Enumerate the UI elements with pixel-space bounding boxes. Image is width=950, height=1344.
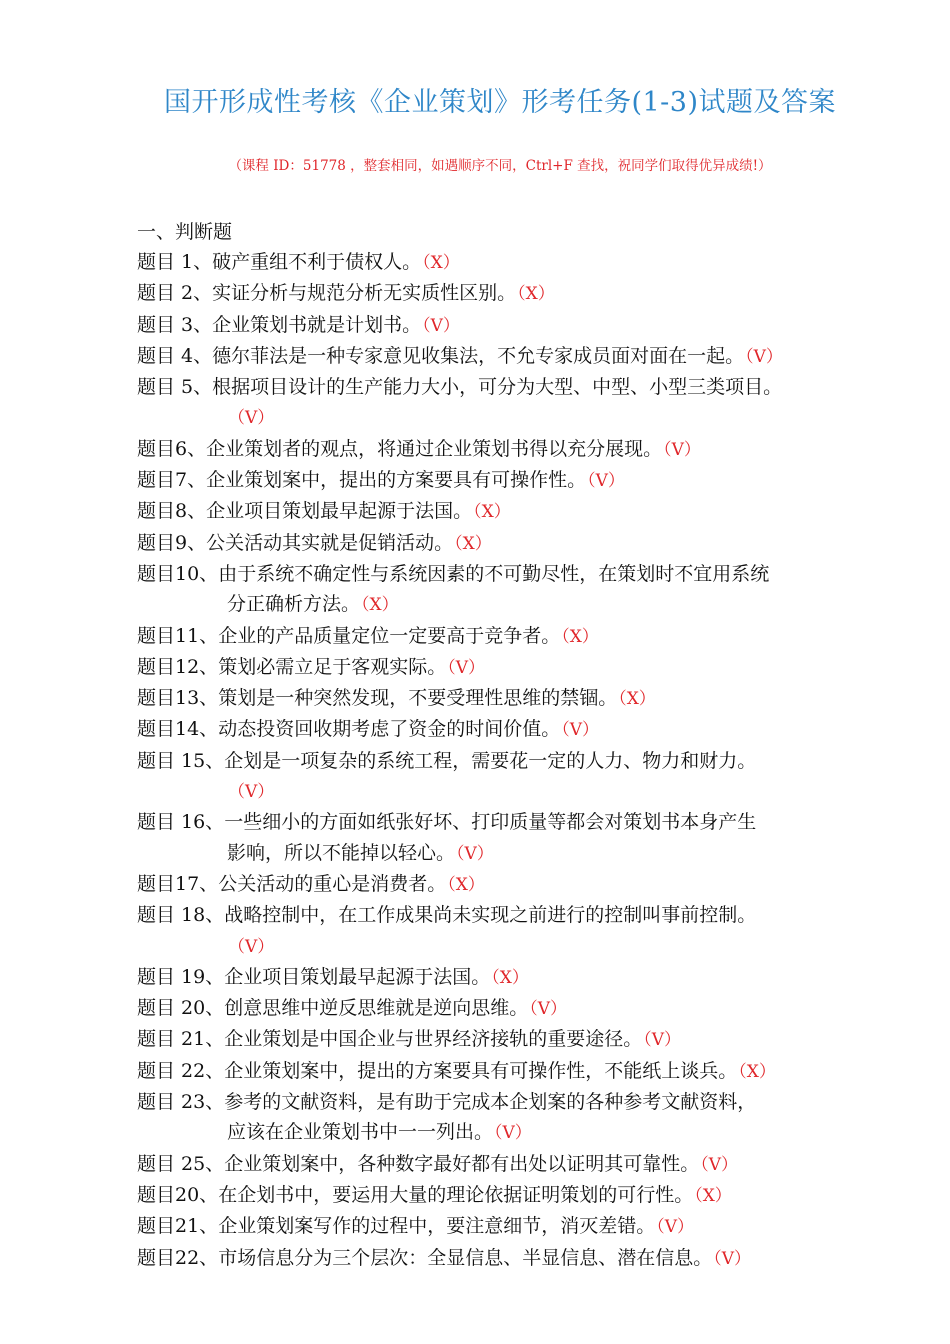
question-number: 题目8、 [137,500,207,523]
answer-mark: （X） [517,284,555,305]
question-item [137,714,877,745]
question-line [137,372,877,402]
answer-mark: （V） [422,315,460,336]
question-line [137,465,877,496]
question-continuation [137,776,877,807]
question-item [137,683,877,714]
question-line [137,869,877,900]
question-item [137,869,877,900]
question-number: 题目 16、 [137,811,225,834]
question-line [137,528,877,559]
question-item [137,247,877,278]
answer-mark: （V） [700,1154,739,1175]
question-item [137,1211,877,1242]
question-line [137,962,877,993]
question-text: 企业策划案中，提出的方案要具有可操作性，不能纸上谈兵。 [224,1059,738,1082]
answer-mark: （X） [422,253,460,273]
question-line [137,807,877,837]
question-number: 题目 23、 [137,1091,225,1114]
answer-mark: （V） [494,1123,532,1144]
answer-mark: （V） [228,936,275,957]
question-item [137,1024,877,1055]
question-text: 动态投资回收期考虑了资金的时间价值。 [218,718,561,741]
question-text: 企业策划案写作的过程中，要注意细节，消灭差错。 [218,1215,656,1238]
question-line [137,1211,877,1242]
document-title: 国开形成性考核《企业策划》形考任务(1-3)试题及答案 [163,87,837,118]
question-number: 题目 15、 [137,749,225,772]
question-text: 企业策划书就是计划书。 [212,313,422,336]
question-item [137,993,877,1024]
answer-mark: （V） [643,1030,682,1051]
question-number: 题目9、 [137,531,207,554]
question-number: 题目21、 [137,1215,219,1238]
question-text: 战略控制中，在工作成果尚未实现之前进行的控制叫事前控制。 [224,904,757,927]
question-text: 公关活动的重心是消费者。 [218,872,447,895]
question-number: 题目22、 [137,1246,219,1269]
answer-mark: （X） [694,1185,732,1206]
question-item [137,528,877,559]
answer-mark: （X） [738,1061,776,1082]
answer-mark: （V） [529,999,568,1020]
question-number: 题目7、 [137,469,207,492]
question-item [137,621,877,652]
question-continuation [137,838,877,869]
question-item [137,746,877,808]
question-line [137,1243,877,1274]
answer-mark: （V） [745,346,783,367]
answer-mark: （V） [456,843,494,864]
answer-mark: （V） [713,1248,751,1269]
question-text: 破产重组不利于债权人。 [212,251,422,273]
question-text: 由于系统不确定性与系统因素的不可勤尽性，在策划时不宜用系统 [218,562,770,585]
question-number: 题目 21、 [137,1028,225,1051]
question-line [137,683,877,714]
question-text: 企业项目策划最早起源于法国。 [206,500,473,523]
question-list [137,247,877,1274]
question-continuation [137,402,877,433]
question-text: 实证分析与规范分析无实质性区别。 [212,282,517,305]
question-number: 题目10、 [137,562,219,585]
question-item [137,341,877,372]
question-line [137,1180,877,1211]
question-line [137,900,877,930]
question-continuation [137,1117,877,1148]
question-number: 题目 22、 [137,1059,225,1082]
question-number: 题目 2、 [137,282,213,305]
question-number: 题目 1、 [137,251,213,273]
answer-mark: （X） [491,967,529,988]
question-item [137,310,877,341]
question-line [137,310,877,341]
question-item [137,372,877,434]
question-text: 根据项目设计的生产能力大小，可分为大型、中型、小型三类项目。 [212,376,783,399]
question-text-continued: 分正确析方法。 [227,593,361,616]
question-item [137,465,877,496]
question-item [137,559,877,621]
question-number: 题目 19、 [137,965,225,988]
question-item [137,1180,877,1211]
question-text: 公关活动其实就是促销活动。 [206,531,454,554]
question-number: 题目 3、 [137,313,213,336]
question-line [137,559,877,589]
question-item [137,807,877,869]
question-line [137,341,877,372]
answer-mark: （X） [361,595,399,616]
question-text: 德尔菲法是一种专家意见收集法，不允专家成员面对面在一起。 [212,344,745,367]
question-number: 题目 4、 [137,344,213,367]
question-line [137,993,877,1024]
question-text: 市场信息分为三个层次：全显信息、半显信息、潜在信息。 [218,1246,713,1269]
answer-mark: （X） [447,874,485,895]
question-item [137,496,877,527]
question-line [137,1087,877,1117]
question-number: 题目12、 [137,655,219,678]
question-text: 企业策划是中国企业与世界经济接轨的重要途径。 [224,1028,643,1051]
question-item [137,900,877,962]
question-continuation [137,931,877,962]
answer-mark: （X） [561,626,599,647]
question-text: 一些细小的方面如纸张好坏、打印质量等都会对策划书本身产生 [224,811,757,834]
question-line [137,1024,877,1055]
question-continuation [137,589,877,620]
answer-mark: （V） [228,408,275,429]
question-text: 创意思维中逆反思维就是逆向思维。 [224,997,529,1020]
question-text: 策划必需立足于客观实际。 [218,655,447,678]
question-item [137,962,877,993]
answer-mark: （V） [656,1217,694,1238]
question-item [137,1243,877,1274]
question-number: 题目11、 [137,624,219,647]
question-line [137,247,877,278]
question-text: 企业策划案中，各种数字最好都有出处以证明其可靠性。 [224,1152,700,1175]
question-line [137,621,877,652]
question-item [137,1149,877,1180]
question-item [137,434,877,465]
question-text: 企业策划者的观点，将通过企业策划书得以充分展现。 [206,437,663,460]
question-line [137,746,877,776]
question-text: 企业的产品质量定位一定要高于竞争者。 [218,624,561,647]
question-line [137,434,877,465]
question-number: 题目6、 [137,437,207,460]
answer-mark: （X） [454,533,492,554]
document-subtitle: （课程 ID：51778 ，整套相同，如遇顺序不同，Ctrl+F 查找，祝同学们取得优异成绩!） [228,158,772,174]
question-text-continued: 应该在企业策划书中一一列出。 [227,1121,494,1144]
answer-mark: （V） [228,782,275,803]
question-item [137,1087,877,1149]
question-text: 企划是一项复杂的系统工程，需要花一定的人力、物力和财力。 [224,749,757,772]
section-heading: 一、判断题 [137,221,233,243]
question-item [137,278,877,309]
question-item [137,1056,877,1087]
question-line [137,652,877,683]
answer-mark: （X） [618,689,656,710]
question-number: 题目 20、 [137,997,225,1020]
question-text: 企业项目策划最早起源于法国。 [224,965,491,988]
question-text: 参考的文献资料，是有助于完成本企划案的各种参考文献资料， [224,1091,757,1114]
question-line [137,1056,877,1087]
answer-mark: （V） [561,720,599,741]
question-item [137,652,877,683]
question-line [137,714,877,745]
question-number: 题目 18、 [137,904,225,927]
question-number: 题目20、 [137,1183,219,1206]
question-number: 题目17、 [137,872,219,895]
question-line [137,1149,877,1180]
question-number: 题目14、 [137,718,219,741]
question-line [137,278,877,309]
question-text: 在企划书中，要运用大量的理论依据证明策划的可行性。 [218,1183,694,1206]
answer-mark: （V） [663,439,701,460]
answer-mark: （X） [473,502,511,523]
question-line [137,496,877,527]
answer-mark: （V） [587,471,625,492]
answer-mark: （V） [447,657,485,678]
question-text: 策划是一种突然发现，不要受理性思维的禁锢。 [218,687,618,710]
question-number: 题目13、 [137,687,219,710]
question-number: 题目 25、 [137,1152,225,1175]
question-text-continued: 影响，所以不能掉以轻心。 [227,841,456,864]
question-text: 企业策划案中，提出的方案要具有可操作性。 [206,469,587,492]
question-number: 题目 5、 [137,376,213,399]
